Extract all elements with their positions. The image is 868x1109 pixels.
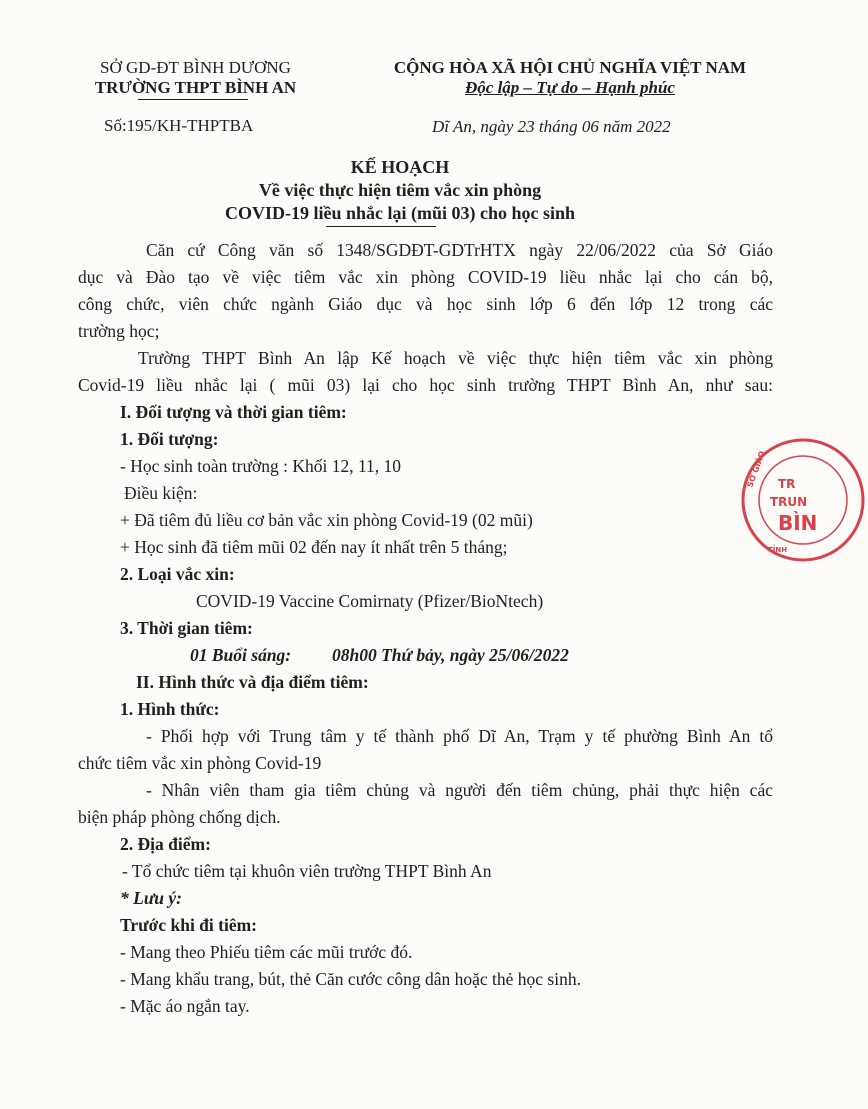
department-name: SỞ GD-ĐT BÌNH DƯƠNG (100, 58, 291, 77)
location-text: - Tổ chức tiêm tại khuôn viên trường THPT Bình An (122, 861, 492, 881)
before-item-3: - Mặc áo ngắn tay. (120, 996, 250, 1016)
subsection-target-heading: 1. Đối tượng: (120, 429, 219, 449)
note-label: * Lưu ý: (120, 888, 183, 908)
form-item-2-line-2: biện pháp phòng chống dịch. (78, 807, 281, 827)
session-label: 01 Buổi sáng: (190, 645, 292, 665)
conditions-label: Điều kiện: (124, 483, 198, 503)
school-name: TRƯỜNG THPT BÌNH AN (94, 78, 297, 97)
title-subject-line1: Về việc thực hiện tiêm vắc xin phòng (258, 180, 542, 200)
section-1-heading: I. Đối tượng và thời gian tiêm: (120, 402, 347, 422)
svg-text:TRUN: TRUN (770, 495, 808, 509)
condition-1: + Đã tiêm đủ liều cơ bản vắc xin phòng Covid-19 (02 mũi) (120, 510, 533, 530)
svg-text:TR: TR (778, 477, 796, 491)
subsection-form-heading: 1. Hình thức: (120, 699, 220, 719)
before-item-2: - Mang khẩu trang, bút, thẻ Căn cước công dân hoặc thẻ học sinh. (120, 969, 581, 989)
vaccine-name: COVID-19 Vaccine Comirnaty (Pfizer/BioNtech) (196, 591, 544, 611)
country-name: CỘNG HÒA XÃ HỘI CHỦ NGHĨA VIỆT NAM (393, 58, 747, 77)
title-subject-line2: COVID-19 liều nhắc lại (mũi 03) cho học sinh (224, 203, 576, 223)
paragraph-1-line-2: dục và Đào tạo về việc tiêm vắc xin phòng COVID-19 liều nhắc lại cho cán bộ, (78, 267, 773, 287)
national-motto: Độc lập – Tự do – Hạnh phúc (465, 78, 675, 97)
form-item-2-line-1: - Nhân viên tham gia tiêm chủng và người đến tiêm chủng, phải thực hiện các (146, 780, 773, 800)
svg-text:BÌN: BÌN (778, 511, 818, 535)
target-students: - Học sinh toàn trường : Khối 12, 11, 10 (120, 456, 402, 476)
paragraph-1-line-3: công chức, viên chức ngành Giáo dục và học sinh lớp 6 đến lớp 12 trong các (78, 294, 773, 314)
paragraph-2-line-1: Trường THPT Bình An lập Kế hoạch về việc thực hiện tiêm vắc xin phòng (138, 348, 773, 368)
document-number: Số:195/KH-THPTBA (104, 116, 254, 135)
form-item-1-line-1: - Phối hợp với Trung tâm y tế thành phố Dĩ An, Trạm y tế phường Bình An tổ (146, 726, 773, 746)
document-date: Dĩ An, ngày 23 tháng 06 năm 2022 (432, 117, 671, 136)
subsection-time-heading: 3. Thời gian tiêm: (120, 618, 253, 638)
form-item-1-line-2: chức tiêm vắc xin phòng Covid-19 (78, 753, 322, 773)
svg-text:TỈNH: TỈNH (768, 546, 788, 554)
school-seal-stamp (738, 428, 868, 578)
title-underline (326, 226, 436, 227)
before-injection-label: Trước khi đi tiêm: (120, 915, 258, 935)
session-time: 08h00 Thứ bảy, ngày 25/06/2022 (332, 645, 569, 665)
svg-text:SỞ GIÁO: SỞ GIÁO (745, 449, 767, 489)
subsection-vaccine-heading: 2. Loại vắc xin: (120, 564, 235, 584)
document-title: KẾ HOẠCH (350, 157, 450, 177)
section-2-heading: II. Hình thức và địa điểm tiêm: (136, 672, 369, 692)
before-item-1: - Mang theo Phiếu tiêm các mũi trước đó. (120, 942, 413, 962)
paragraph-1-line-4: trường học; (78, 321, 160, 341)
paragraph-2-line-2: Covid-19 liều nhắc lại ( mũi 03) lại cho học sinh trường THPT Bình An, như sau: (78, 375, 773, 395)
subsection-location-heading: 2. Địa điểm: (120, 834, 211, 854)
paragraph-1-line-1: Căn cứ Công văn số 1348/SGDĐT-GDTrHTX ngày 22/06/2022 của Sở Giáo (146, 240, 773, 260)
condition-2: + Học sinh đã tiêm mũi 02 đến nay ít nhất trên 5 tháng; (120, 537, 508, 557)
school-name-underline (138, 99, 248, 100)
